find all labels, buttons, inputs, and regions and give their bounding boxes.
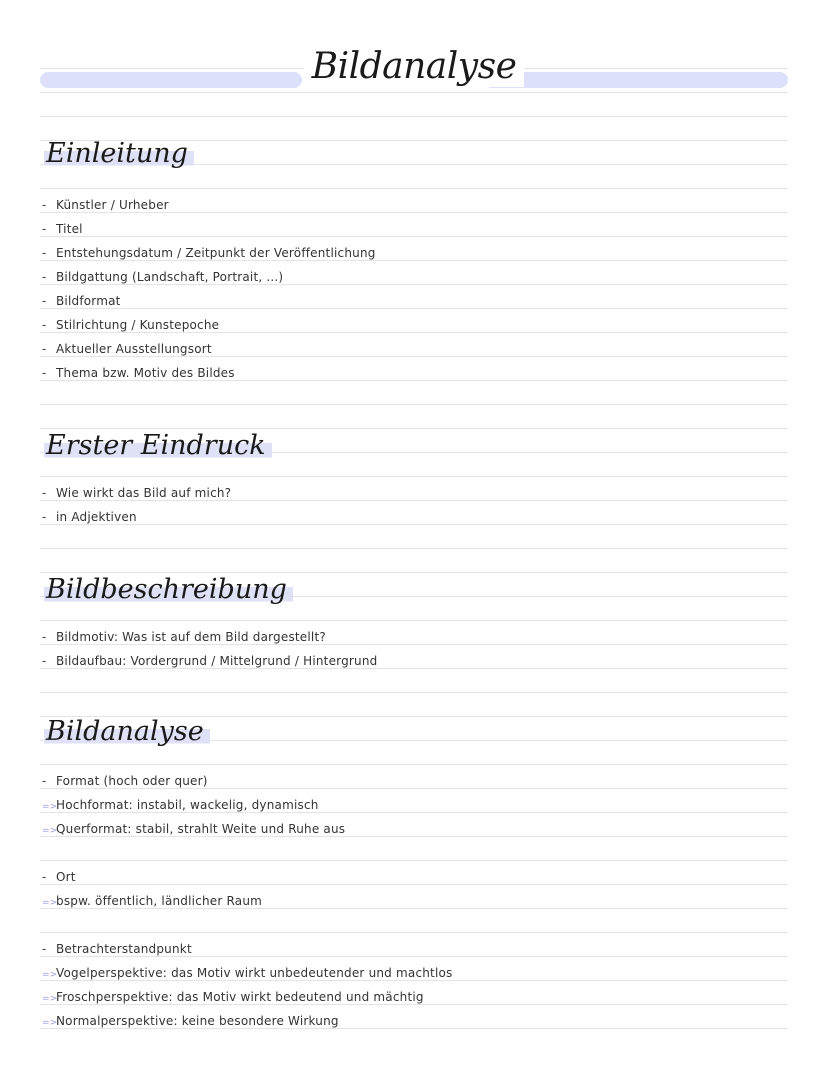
list-item [42,222,83,236]
list-item [42,942,192,956]
list-item [42,894,262,908]
heading-einleitung [44,138,194,169]
heading-bildbeschreibung [44,574,293,605]
list-item-text: Format (hoch oder quer) [56,774,208,788]
list-item-text: Titel [56,222,83,236]
list-item [42,966,453,980]
list-item-text: Querformat: stabil, strahlt Weite und Ruhe aus [56,822,346,836]
ruled-line [40,500,788,501]
heading-bildanalyse-text: Bildanalyse [44,716,210,747]
arrow-icon: => [42,898,58,908]
dash-marker: - [42,774,47,788]
dash-marker: - [42,510,47,524]
ruled-line [40,332,788,333]
list-item-text: Thema bzw. Motiv des Bildes [56,366,235,380]
dash-marker: - [42,198,47,212]
ruled-line [40,644,788,645]
list-item-text: Stilrichtung / Kunstepoche [56,318,220,332]
ruled-line [40,908,788,909]
list-item-text: Normalperspektive: keine besondere Wirkung [56,1014,339,1028]
ruled-line [40,860,788,861]
dash-marker: - [42,342,47,356]
ruled-line [40,116,788,117]
dash-marker: - [42,942,47,956]
heading-bildanalyse [44,716,210,747]
ruled-line [40,404,788,405]
list-item-text: Bildgattung (Landschaft, Portrait, ...) [56,270,284,284]
ruled-line [40,92,788,93]
arrow-icon: => [42,802,58,812]
list-item [42,294,121,308]
ruled-line [40,764,788,765]
dash-marker: - [42,366,47,380]
heading-einleitung-text: Einleitung [44,138,194,169]
page-title-text: Bildanalyse [304,46,525,87]
ruled-line [40,308,788,309]
ruled-line [40,212,788,213]
list-item-text: Froschperspektive: das Motiv wirkt bedeutend und mächtig [56,990,424,1004]
ruled-line [40,1004,788,1005]
ruled-line [40,1028,788,1029]
list-item-text: Bildmotiv: Was ist auf dem Bild dargestellt? [56,630,326,644]
heading-erster-eindruck [44,430,272,461]
ruled-line [40,788,788,789]
ruled-line [40,884,788,885]
ruled-line [40,260,788,261]
list-item [42,198,169,212]
dash-marker: - [42,486,47,500]
list-item-text: Bildformat [56,294,121,308]
ruled-line [40,476,788,477]
ruled-line [40,932,788,933]
ruled-line [40,836,788,837]
list-item [42,366,235,380]
list-item-text: Künstler / Urheber [56,198,169,212]
list-item [42,342,212,356]
ruled-line [40,668,788,669]
dash-marker: - [42,270,47,284]
ruled-line [40,356,788,357]
heading-erster-eindruck-text: Erster Eindruck [44,430,272,461]
ruled-line [40,428,788,429]
list-item [42,318,219,332]
list-item [42,822,345,836]
ruled-line [40,956,788,957]
ruled-line [40,980,788,981]
page-title [0,46,828,87]
dash-marker: - [42,870,47,884]
ruled-line [40,236,788,237]
arrow-icon: => [42,994,58,1004]
list-item [42,774,208,788]
list-item [42,654,377,668]
ruled-line [40,620,788,621]
ruled-line [40,380,788,381]
list-item-text: Bildaufbau: Vordergrund / Mittelgrund / Hintergrund [56,654,378,668]
ruled-line [40,572,788,573]
ruled-line [40,548,788,549]
list-item-text: bspw. öffentlich, ländlicher Raum [56,894,263,908]
dash-marker: - [42,630,47,644]
ruled-line [40,284,788,285]
dash-marker: - [42,654,47,668]
list-item-text: in Adjektiven [56,510,137,524]
heading-bildbeschreibung-text: Bildbeschreibung [44,574,293,605]
list-item [42,246,376,260]
list-item [42,270,283,284]
list-item-text: Aktueller Ausstellungsort [56,342,212,356]
ruled-line [40,812,788,813]
list-item-text: Entstehungsdatum / Zeitpunkt der Veröffentlichung [56,246,376,260]
arrow-icon: => [42,826,58,836]
list-item-text: Wie wirkt das Bild auf mich? [56,486,232,500]
dash-marker: - [42,222,47,236]
list-item-text: Betrachterstandpunkt [56,942,192,956]
list-item [42,870,76,884]
dash-marker: - [42,246,47,260]
list-item [42,630,326,644]
ruled-line [40,524,788,525]
list-item-text: Hochformat: instabil, wackelig, dynamisch [56,798,319,812]
arrow-icon: => [42,970,58,980]
list-item [42,1014,339,1028]
arrow-icon: => [42,1018,58,1028]
dash-marker: - [42,294,47,308]
ruled-line [40,692,788,693]
list-item-text: Ort [56,870,76,884]
list-item [42,798,319,812]
list-item-text: Vogelperspektive: das Motiv wirkt unbedeutender und machtlos [56,966,453,980]
dash-marker: - [42,318,47,332]
list-item [42,510,137,524]
list-item [42,990,424,1004]
ruled-line [40,188,788,189]
list-item [42,486,231,500]
